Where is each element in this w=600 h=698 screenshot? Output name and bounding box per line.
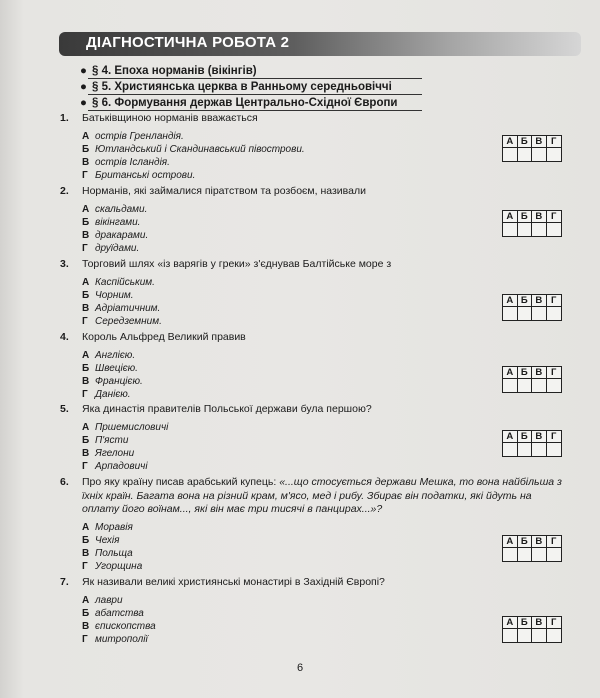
option-letter: В: [82, 229, 90, 241]
option-letter: А: [82, 130, 90, 142]
option-letter: Г: [82, 315, 88, 327]
option-text: друїдами.: [95, 242, 140, 254]
option-text: Англією.: [95, 349, 136, 361]
option-letter: В: [82, 375, 90, 387]
option-letter: Б: [82, 607, 90, 619]
section-item: [80, 79, 398, 95]
option-text: Францією.: [95, 375, 143, 387]
answer-cell[interactable]: [532, 629, 547, 642]
grid-header: Б: [518, 295, 533, 307]
answer-option[interactable]: [82, 130, 305, 143]
option-letter: В: [82, 620, 90, 632]
answer-cell[interactable]: [518, 223, 533, 236]
grid-header: В: [532, 431, 547, 443]
option-text: острів Ісландія.: [95, 156, 170, 168]
answer-option[interactable]: [82, 242, 366, 255]
answer-option[interactable]: [82, 216, 366, 229]
grid-header: А: [503, 295, 518, 307]
answer-cell[interactable]: [532, 379, 547, 392]
option-text: Арпадовичі: [95, 460, 148, 472]
answer-cell[interactable]: [532, 223, 547, 236]
answer-cell[interactable]: [547, 307, 562, 320]
page-title: ДІАГНОСТИЧНА РОБОТА 2: [86, 34, 290, 51]
page-number: 6: [296, 662, 304, 674]
answer-option[interactable]: [82, 229, 366, 242]
option-letter: Б: [82, 143, 90, 155]
option-letter: В: [82, 302, 90, 314]
question-number: 1.: [60, 112, 69, 124]
answer-option[interactable]: [82, 620, 385, 633]
answer-option[interactable]: [82, 203, 366, 216]
answer-option[interactable]: [82, 521, 560, 534]
answer-cell[interactable]: [547, 548, 562, 561]
option-letter: Г: [82, 169, 88, 181]
answer-cell[interactable]: [547, 629, 562, 642]
divider: [88, 110, 422, 111]
answer-grid[interactable]: [502, 430, 562, 457]
grid-header: А: [503, 617, 518, 629]
answer-option[interactable]: [82, 607, 385, 620]
option-letter: Б: [82, 289, 90, 301]
option-letter: А: [82, 276, 90, 288]
option-letter: Б: [82, 534, 90, 546]
answer-grid[interactable]: [502, 616, 562, 643]
answer-grid[interactable]: [502, 535, 562, 562]
answer-option[interactable]: [82, 388, 246, 401]
answer-option[interactable]: [82, 362, 246, 375]
option-text: Адріатичним.: [95, 302, 161, 314]
question-quote: «...що стосується держави Мешка, то вона найбільша з їхніх країн. Багата вона на різний крам, м'ясо, мед і рибу. Збирає він податки, які йдуть на оплату його воїнам..., які він має три тисячі в панцирах...»?: [82, 476, 562, 515]
grid-header: Г: [547, 136, 562, 148]
answer-cell[interactable]: [518, 379, 533, 392]
bullet-icon: ●: [80, 65, 87, 77]
question-number: 3.: [60, 258, 69, 270]
option-text: П'ясти: [95, 434, 129, 446]
option-letter: А: [82, 521, 90, 533]
divider: [88, 94, 422, 95]
option-letter: А: [82, 594, 90, 606]
question-7: [60, 576, 385, 646]
answer-cell[interactable]: [518, 629, 533, 642]
answer-cell[interactable]: [518, 443, 533, 456]
option-text: єпископства: [95, 620, 156, 632]
option-letter: Г: [82, 460, 88, 472]
grid-header: Б: [518, 136, 533, 148]
answer-option[interactable]: [82, 421, 372, 434]
grid-header: В: [532, 536, 547, 548]
answer-cell[interactable]: [532, 443, 547, 456]
grid-header: Г: [547, 295, 562, 307]
option-letter: А: [82, 421, 90, 433]
answer-cell[interactable]: [503, 223, 518, 236]
answer-grid[interactable]: [502, 294, 562, 321]
grid-header: Г: [547, 367, 562, 379]
question-1: [60, 112, 305, 182]
option-text: Середземним.: [95, 315, 162, 327]
option-text: вікінгами.: [95, 216, 141, 228]
option-text: митрополії: [95, 633, 148, 645]
answer-cell[interactable]: [547, 379, 562, 392]
question-6: [60, 476, 560, 573]
question-4: [60, 331, 246, 401]
question-number: 4.: [60, 331, 69, 343]
option-text: дракарами.: [95, 229, 149, 241]
answer-cell[interactable]: [503, 548, 518, 561]
option-text: лаври: [95, 594, 123, 606]
answer-cell[interactable]: [547, 223, 562, 236]
question-number: 5.: [60, 403, 69, 415]
question-3: [60, 258, 391, 328]
answer-option[interactable]: [82, 534, 560, 547]
answer-cell[interactable]: [503, 443, 518, 456]
answer-cell[interactable]: [518, 148, 533, 161]
question-text: Норманів, які займалися піратством та розбоєм, називали: [82, 185, 366, 197]
grid-header: А: [503, 536, 518, 548]
question-text: Король Альфред Великий правив: [82, 331, 246, 343]
answer-cell[interactable]: [503, 629, 518, 642]
grid-header: Г: [547, 211, 562, 223]
grid-header: В: [532, 211, 547, 223]
answer-cell[interactable]: [532, 548, 547, 561]
option-text: острів Гренландія.: [95, 130, 184, 142]
option-letter: Б: [82, 434, 90, 446]
section-text: § 4. Епоха норманів (вікінгів): [92, 65, 257, 77]
question-text: Батьківщиною норманів вважається: [82, 112, 258, 124]
option-text: Швецією.: [95, 362, 138, 374]
question-text: Торговий шлях «із варягів у греки» з'єднував Балтійське море з: [82, 258, 392, 270]
option-letter: Г: [82, 388, 88, 400]
option-text: Британські острови.: [95, 169, 196, 181]
option-letter: В: [82, 447, 90, 459]
option-text: Каспійським.: [95, 276, 155, 288]
grid-header: Г: [547, 617, 562, 629]
grid-header: А: [503, 431, 518, 443]
answer-option[interactable]: [82, 289, 391, 302]
answer-option[interactable]: [82, 633, 385, 646]
grid-header: В: [532, 367, 547, 379]
answer-grid[interactable]: [502, 366, 562, 393]
grid-header: Б: [518, 536, 533, 548]
answer-cell[interactable]: [518, 548, 533, 561]
option-text: Данією.: [95, 388, 131, 400]
option-text: Чехія: [95, 534, 120, 546]
answer-option[interactable]: [82, 143, 305, 156]
question-5: [60, 403, 372, 473]
answer-option[interactable]: [82, 276, 391, 289]
grid-header: Б: [518, 367, 533, 379]
answer-option[interactable]: [82, 547, 560, 560]
answer-cell[interactable]: [547, 443, 562, 456]
option-text: абатства: [95, 607, 144, 619]
answer-option[interactable]: [82, 447, 372, 460]
question-number: 7.: [60, 576, 69, 588]
option-letter: Б: [82, 216, 90, 228]
grid-header: А: [503, 367, 518, 379]
option-text: Моравія: [95, 521, 133, 533]
grid-header: А: [503, 211, 518, 223]
answer-cell[interactable]: [503, 148, 518, 161]
answer-option[interactable]: [82, 560, 560, 573]
question-2: [60, 185, 366, 255]
grid-header: Б: [518, 211, 533, 223]
answer-cell[interactable]: [503, 307, 518, 320]
answer-cell[interactable]: [547, 148, 562, 161]
bullet-icon: ●: [80, 81, 87, 93]
section-list: [80, 63, 398, 111]
answer-option[interactable]: [82, 302, 391, 315]
answer-cell[interactable]: [532, 307, 547, 320]
option-letter: Г: [82, 242, 88, 254]
question-text: Про яку країну писав арабський купець:: [82, 476, 277, 488]
option-letter: А: [82, 349, 90, 361]
option-letter: Г: [82, 633, 88, 645]
grid-header: В: [532, 295, 547, 307]
section-text: § 6. Формування держав Центрально-Східної Європи: [92, 97, 398, 109]
option-text: Польща: [95, 547, 133, 559]
grid-header: Б: [518, 617, 533, 629]
option-letter: А: [82, 203, 90, 215]
answer-grid[interactable]: [502, 210, 562, 237]
answer-cell[interactable]: [503, 379, 518, 392]
answer-option[interactable]: [82, 594, 385, 607]
option-letter: В: [82, 156, 90, 168]
option-text: Пршемисловичі: [95, 421, 169, 433]
grid-header: В: [532, 136, 547, 148]
grid-header: А: [503, 136, 518, 148]
answer-option[interactable]: [82, 460, 372, 473]
answer-cell[interactable]: [518, 307, 533, 320]
answer-cell[interactable]: [532, 148, 547, 161]
question-number: 6.: [60, 476, 69, 488]
question-number: 2.: [60, 185, 69, 197]
grid-header: В: [532, 617, 547, 629]
question-text: Яка династія правителів Польської держави була першою?: [82, 403, 372, 415]
grid-header: Г: [547, 431, 562, 443]
answer-option[interactable]: [82, 434, 372, 447]
option-text: Ютландський і Скандинавський півострови.: [95, 143, 305, 155]
question-text: Як називали великі християнські монастирі в Західній Європі?: [82, 576, 385, 588]
option-letter: Г: [82, 560, 88, 572]
option-text: Угорщина: [95, 560, 143, 572]
option-letter: В: [82, 547, 90, 559]
section-item: [80, 63, 398, 79]
answer-grid[interactable]: [502, 135, 562, 162]
grid-header: Г: [547, 536, 562, 548]
section-item: [80, 95, 398, 111]
option-text: Ягелони: [95, 447, 135, 459]
answer-option[interactable]: [82, 375, 246, 388]
answer-option[interactable]: [82, 156, 305, 169]
divider: [88, 78, 422, 79]
section-text: § 5. Християнська церква в Ранньому середньовіччі: [92, 81, 392, 93]
answer-option[interactable]: [82, 315, 391, 328]
answer-option[interactable]: [82, 349, 246, 362]
option-text: Чорним.: [95, 289, 134, 301]
option-text: скальдами.: [95, 203, 148, 215]
answer-option[interactable]: [82, 169, 305, 182]
bullet-icon: ●: [80, 97, 87, 109]
option-letter: Б: [82, 362, 90, 374]
grid-header: Б: [518, 431, 533, 443]
